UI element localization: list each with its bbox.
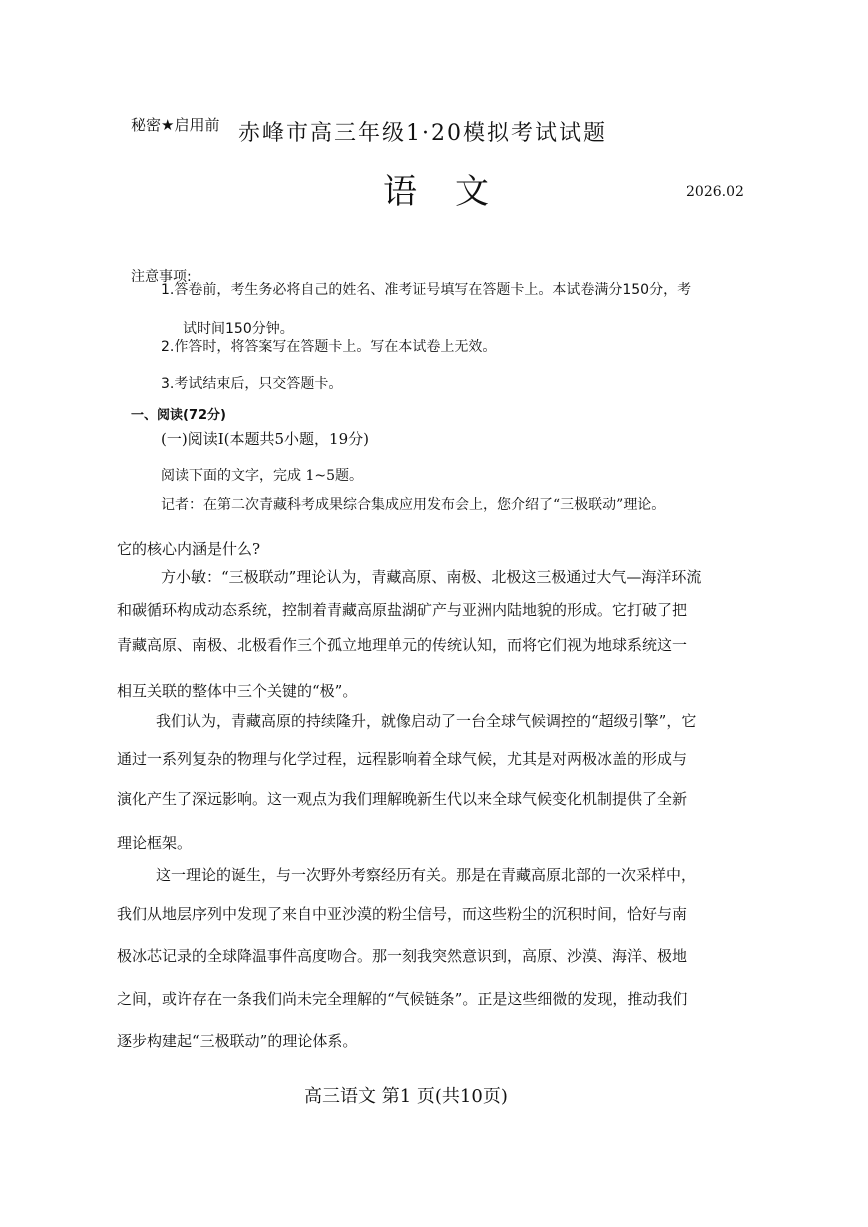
exam-title: 赤峰市高三年级1·20模拟考试试题 bbox=[238, 121, 607, 146]
notice-heading: 注意事项: bbox=[131, 269, 192, 285]
body-line: 青藏高原、南极、北极看作三个孤立地理单元的传统认知，而将它们视为地球系统这一 bbox=[117, 636, 688, 654]
body-line: 逐步构建起“三极联动”的理论体系。 bbox=[117, 1032, 358, 1050]
body-line: 方小敏：“三极联动”理论认为，青藏高原、南极、北极这三极通过大气—海洋环流 bbox=[161, 568, 702, 586]
section-title: 一、阅读(72分) bbox=[131, 408, 226, 423]
confidential-label: 秘密★启用前 bbox=[131, 116, 220, 134]
notice-item-2: 2.作答时，将答案写在答题卡上。写在本试卷上无效。 bbox=[161, 339, 497, 355]
page-footer: 高三语文 第1 页(共10页) bbox=[304, 1086, 508, 1107]
notice-item-1: 1.答卷前，考生务必将自己的姓名、准考证号填写在答题卡上。本试卷满分150分，考 bbox=[161, 282, 692, 298]
body-line: 演化产生了深远影响。这一观点为我们理解晚新生代以来全球气候变化机制提供了全新 bbox=[117, 790, 688, 808]
body-line: 我们从地层序列中发现了来自中亚沙漠的粉尘信号，而这些粉尘的沉积时间，恰好与南 bbox=[117, 905, 688, 923]
body-line: 它的核心内涵是什么? bbox=[117, 540, 261, 558]
body-line: 和碳循环构成动态系统，控制着青藏高原盐湖矿产与亚洲内陆地貌的形成。它打破了把 bbox=[117, 601, 688, 619]
exam-date: 2026.02 bbox=[686, 184, 744, 200]
body-line: 我们认为，青藏高原的持续隆升，就像启动了一台全球气候调控的“超级引擎”，它 bbox=[156, 712, 697, 730]
body-line: 理论框架。 bbox=[117, 834, 193, 852]
body-line: 极冰芯记录的全球降温事件高度吻合。那一刻我突然意识到，高原、沙漠、海洋、极地 bbox=[117, 947, 688, 965]
body-line: 这一理论的诞生，与一次野外考察经历有关。那是在青藏高原北部的一次采样中， bbox=[156, 866, 697, 884]
body-line: 之间，或许存在一条我们尚未完全理解的“气候链条”。正是这些细微的发现，推动我们 bbox=[117, 990, 688, 1008]
body-line: 相互关联的整体中三个关键的“极”。 bbox=[117, 682, 358, 700]
subject-title: 语文 bbox=[383, 172, 527, 212]
journalist-question: 记者：在第二次青藏科考成果综合集成应用发布会上，您介绍了“三极联动”理论。 bbox=[161, 497, 666, 513]
notice-item-3: 3.考试结束后，只交答题卡。 bbox=[161, 376, 343, 392]
body-line: 通过一系列复杂的物理与化学过程，远程影响着全球气候，尤其是对两极冰盖的形成与 bbox=[117, 750, 688, 768]
reading-instruction: 阅读下面的文字，完成 1~5题。 bbox=[161, 468, 363, 484]
section-subtitle: (一)阅读Ⅰ(本题共5小题，19分) bbox=[161, 430, 369, 448]
notice-item-1-cont: 试时间150分钟。 bbox=[183, 321, 294, 337]
